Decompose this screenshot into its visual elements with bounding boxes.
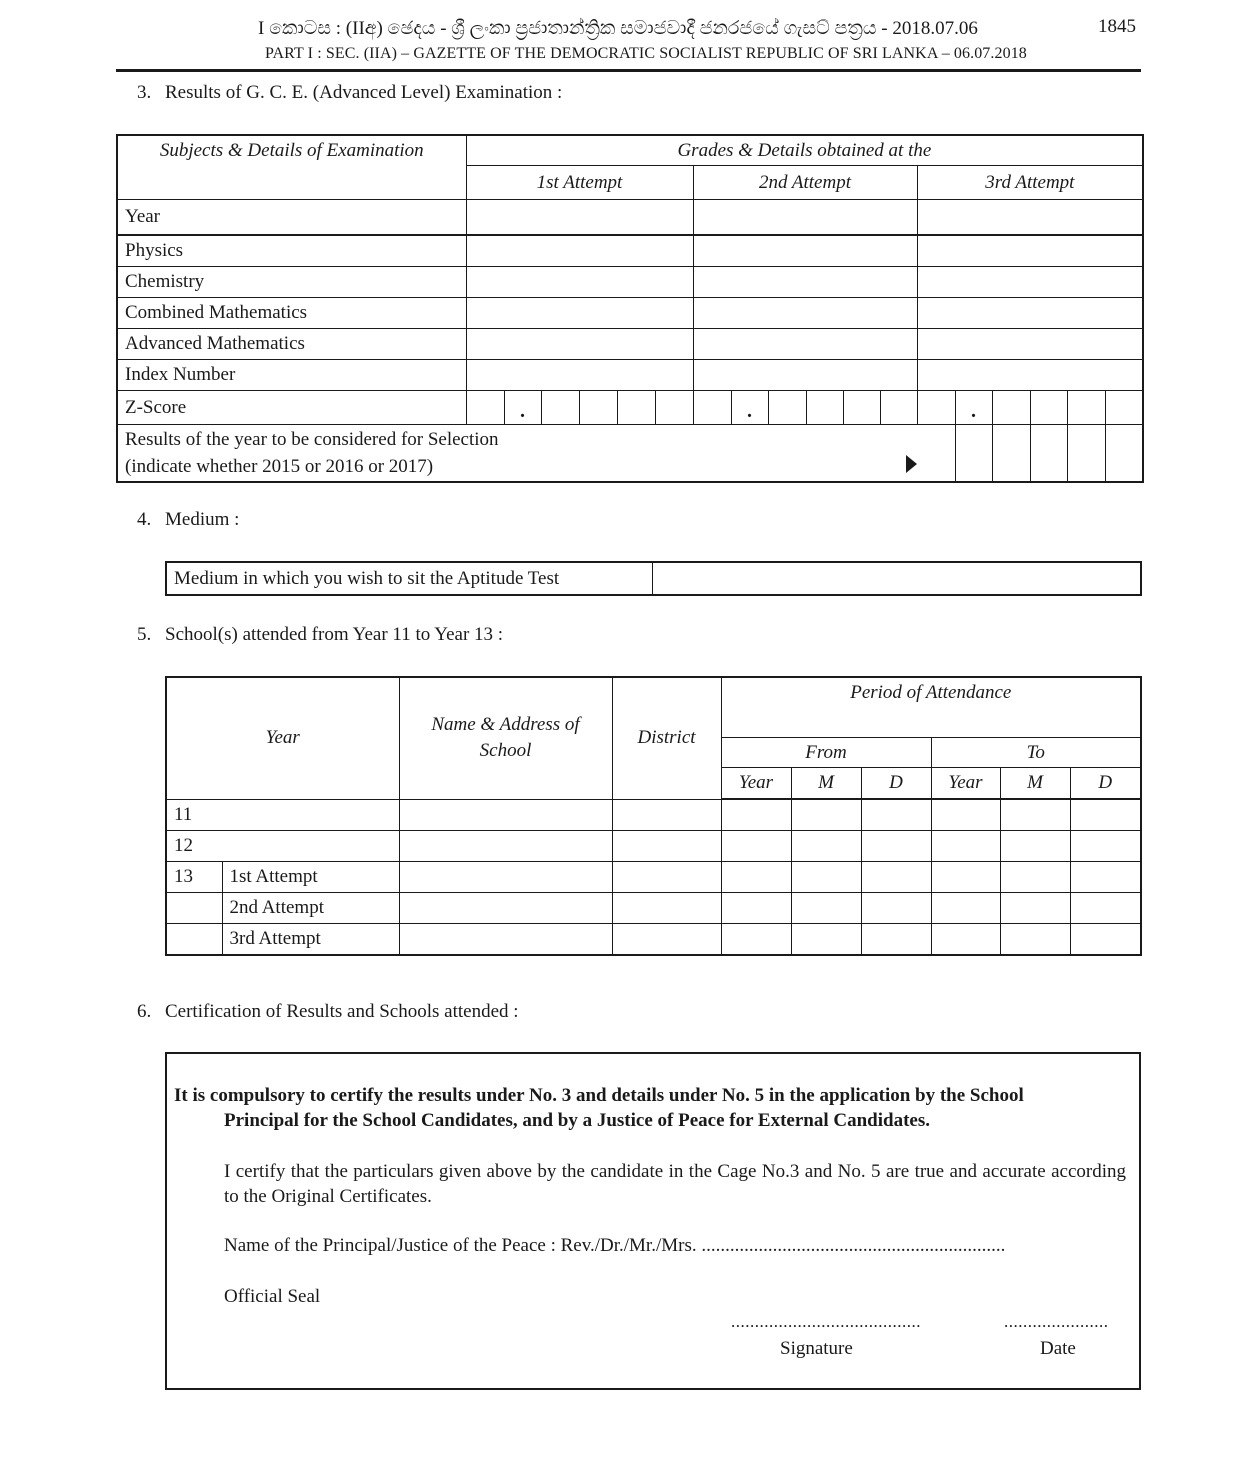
- year-attempt-3-field[interactable]: [917, 200, 1143, 236]
- district-column-header: District: [612, 677, 721, 799]
- physics-attempt-2-field[interactable]: [693, 235, 917, 267]
- from-year-field[interactable]: [721, 831, 791, 862]
- to-year-field[interactable]: [931, 862, 1000, 893]
- index-attempt-2-field[interactable]: [693, 360, 917, 391]
- to-day-field[interactable]: [1070, 799, 1141, 831]
- from-day-field[interactable]: [861, 862, 931, 893]
- index-attempt-3-field[interactable]: [917, 360, 1143, 391]
- section-6-title: Certification of Results and Schools attended :: [165, 1001, 519, 1022]
- zscore-1-box[interactable]: [617, 391, 655, 425]
- from-year-field[interactable]: [721, 862, 791, 893]
- to-year-field[interactable]: [931, 924, 1000, 956]
- from-year-header: Year: [721, 768, 791, 800]
- from-month-header: M: [791, 768, 861, 800]
- to-day-field[interactable]: [1070, 862, 1141, 893]
- row-year-label: [166, 893, 222, 924]
- certification-notice-line-2: Principal for the School Candidates, and by a Justice of Peace for External Candidates.: [224, 1110, 930, 1131]
- selection-line-1: Results of the year to be considered for Selection: [125, 429, 499, 450]
- school-field[interactable]: [399, 831, 612, 862]
- to-month-header: M: [1000, 768, 1070, 800]
- row-label-index-number: Index Number: [117, 360, 466, 391]
- certification-statement: I certify that the particulars given above by the candidate in the Cage No.3 and No. 5 are true and accurate according to the Original Certificates.: [224, 1161, 1126, 1207]
- row-attempt-label: 1st Attempt: [222, 862, 399, 893]
- grades-header: Grades & Details obtained at the: [466, 135, 1143, 166]
- to-month-field[interactable]: [1000, 831, 1070, 862]
- certification-notice: [174, 1083, 1129, 1133]
- to-month-field[interactable]: [1000, 893, 1070, 924]
- section-4-heading: [137, 509, 239, 531]
- from-year-field[interactable]: [721, 893, 791, 924]
- medium-label: Medium in which you wish to sit the Aptitude Test: [166, 562, 652, 595]
- from-month-field[interactable]: [791, 893, 861, 924]
- year-attempt-1-field[interactable]: [466, 200, 693, 236]
- to-day-header: D: [1070, 768, 1141, 800]
- zscore-3-box[interactable]: [992, 391, 1030, 425]
- row-label-year: Year: [117, 200, 466, 236]
- from-day-header: D: [861, 768, 931, 800]
- row-year-label: [166, 924, 222, 956]
- medium-field[interactable]: [652, 562, 1141, 595]
- section-4-title: Medium :: [165, 509, 240, 530]
- table-row: [166, 831, 1141, 862]
- signature-label: Signature: [780, 1338, 853, 1359]
- physics-attempt-1-field[interactable]: [466, 235, 693, 267]
- table-row: [166, 924, 1141, 956]
- index-attempt-1-field[interactable]: [466, 360, 693, 391]
- arrow-right-icon: [906, 455, 917, 473]
- zscore-3-box[interactable]: [1030, 391, 1067, 425]
- row-label-zscore: Z-Score: [117, 391, 466, 425]
- header-rule: [116, 69, 1141, 72]
- district-field[interactable]: [612, 924, 721, 956]
- selection-year-label: [117, 425, 955, 483]
- selection-year-box[interactable]: [992, 425, 1030, 483]
- school-column-header: [399, 677, 612, 799]
- section-6-number: 6.: [137, 1001, 152, 1022]
- to-year-field[interactable]: [931, 893, 1000, 924]
- to-month-field[interactable]: [1000, 924, 1070, 956]
- selection-year-box[interactable]: [1067, 425, 1105, 483]
- zscore-1-box[interactable]: [541, 391, 579, 425]
- district-field[interactable]: [612, 799, 721, 831]
- physics-attempt-3-field[interactable]: [917, 235, 1143, 267]
- school-header-line-2: School: [479, 740, 532, 762]
- from-month-field[interactable]: [791, 831, 861, 862]
- district-field[interactable]: [612, 893, 721, 924]
- row-label-advanced-mathematics: Advanced Mathematics: [117, 329, 466, 360]
- section-6-heading: [137, 1001, 519, 1023]
- section-3-number: 3.: [137, 82, 152, 103]
- al-results-table: [116, 134, 1144, 483]
- zscore-3-decimal-box[interactable]: .: [955, 391, 992, 425]
- section-5-title: School(s) attended from Year 11 to Year 13 :: [165, 624, 504, 645]
- from-month-field[interactable]: [791, 862, 861, 893]
- combined-maths-attempt-3-field[interactable]: [917, 298, 1143, 329]
- district-field[interactable]: [612, 862, 721, 893]
- year-attempt-2-field[interactable]: [693, 200, 917, 236]
- period-header: Period of Attendance: [721, 677, 1141, 738]
- gazette-header-english: PART I : SEC. (IIA) – GAZETTE OF THE DEMOCRATIC SOCIALIST REPUBLIC OF SRI LANKA – 06.07.2018: [265, 45, 1027, 62]
- row-year-label: 13: [166, 862, 222, 893]
- advanced-maths-attempt-1-field[interactable]: [466, 329, 693, 360]
- table-row: [166, 799, 1141, 831]
- to-month-field[interactable]: [1000, 799, 1070, 831]
- table-row: [166, 893, 1141, 924]
- section-5-number: 5.: [137, 624, 152, 645]
- medium-table: [165, 561, 1142, 596]
- row-label-physics: Physics: [117, 235, 466, 267]
- from-day-field[interactable]: [861, 893, 931, 924]
- to-day-field[interactable]: [1070, 831, 1141, 862]
- from-day-field[interactable]: [861, 831, 931, 862]
- row-label-chemistry: Chemistry: [117, 267, 466, 298]
- zscore-3-box[interactable]: [1105, 391, 1143, 425]
- section-3-heading: [137, 82, 562, 104]
- date-label: Date: [1040, 1338, 1076, 1359]
- selection-year-box[interactable]: [1030, 425, 1067, 483]
- row-label-combined-mathematics: Combined Mathematics: [117, 298, 466, 329]
- from-month-field[interactable]: [791, 924, 861, 956]
- selection-line-2: (indicate whether 2015 or 2016 or 2017): [125, 456, 434, 477]
- certifier-name-line: Name of the Principal/Justice of the Peace : Rev./Dr./Mr./Mrs. ................................................................: [224, 1235, 1006, 1256]
- zscore-3-box[interactable]: [917, 391, 955, 425]
- row-attempt-label: 3rd Attempt: [222, 924, 399, 956]
- subjects-header: Subjects & Details of Examination: [117, 135, 466, 200]
- attempt-1-header: 1st Attempt: [466, 166, 693, 200]
- page-number: 1845: [1098, 16, 1136, 37]
- advanced-maths-attempt-3-field[interactable]: [917, 329, 1143, 360]
- year-column-header: Year: [166, 677, 399, 799]
- to-day-field[interactable]: [1070, 924, 1141, 956]
- zscore-1-decimal-box[interactable]: .: [504, 391, 541, 425]
- school-field[interactable]: [399, 924, 612, 956]
- school-field[interactable]: [399, 862, 612, 893]
- gazette-header-sinhala: I කොටස : (IIඅ) ඡෙදය - ශ්‍රී ලංකා ප්‍රජාතාන්ත්‍රික සමාජවාදී ජනරජයේ ගැසට් පත්‍රය - 2018.07.06: [258, 18, 978, 39]
- date-field[interactable]: ......................: [1004, 1312, 1109, 1331]
- schools-attended-table: [165, 676, 1142, 956]
- combined-maths-attempt-2-field[interactable]: [693, 298, 917, 329]
- section-4-number: 4.: [137, 509, 152, 530]
- zscore-1-box[interactable]: [579, 391, 617, 425]
- school-field[interactable]: [399, 799, 612, 831]
- to-year-field[interactable]: [931, 799, 1000, 831]
- to-month-field[interactable]: [1000, 862, 1070, 893]
- school-header-line-1: Name & Address of: [431, 714, 580, 736]
- from-month-field[interactable]: [791, 799, 861, 831]
- from-year-field[interactable]: [721, 799, 791, 831]
- to-year-field[interactable]: [931, 831, 1000, 862]
- from-year-field[interactable]: [721, 924, 791, 956]
- chemistry-attempt-1-field[interactable]: [466, 267, 693, 298]
- district-field[interactable]: [612, 831, 721, 862]
- to-header: To: [931, 738, 1141, 768]
- zscore-2-box[interactable]: [693, 391, 731, 425]
- chemistry-attempt-3-field[interactable]: [917, 267, 1143, 298]
- section-5-heading: [137, 624, 503, 646]
- advanced-maths-attempt-2-field[interactable]: [693, 329, 917, 360]
- chemistry-attempt-2-field[interactable]: [693, 267, 917, 298]
- from-day-field[interactable]: [861, 924, 931, 956]
- from-header: From: [721, 738, 931, 768]
- zscore-2-box[interactable]: [768, 391, 806, 425]
- row-attempt-label: 2nd Attempt: [222, 893, 399, 924]
- certification-notice-line-1: It is compulsory to certify the results under No. 3 and details under No. 5 in the application by the School: [174, 1085, 1024, 1106]
- attempt-3-header: 3rd Attempt: [917, 166, 1143, 200]
- selection-year-box[interactable]: [955, 425, 992, 483]
- to-day-field[interactable]: [1070, 893, 1141, 924]
- zscore-1-box[interactable]: [466, 391, 504, 425]
- zscore-2-decimal-box[interactable]: .: [731, 391, 768, 425]
- from-day-field[interactable]: [861, 799, 931, 831]
- school-field[interactable]: [399, 893, 612, 924]
- zscore-2-box[interactable]: [880, 391, 917, 425]
- zscore-3-box[interactable]: [1067, 391, 1105, 425]
- section-3-title: Results of G. C. E. (Advanced Level) Examination :: [165, 82, 563, 103]
- selection-year-box[interactable]: [1105, 425, 1143, 483]
- to-year-header: Year: [931, 768, 1000, 800]
- zscore-1-box[interactable]: [655, 391, 693, 425]
- table-row: [166, 862, 1141, 893]
- signature-field[interactable]: ........................................: [731, 1312, 921, 1331]
- official-seal-label: Official Seal: [224, 1286, 321, 1307]
- zscore-2-box[interactable]: [843, 391, 880, 425]
- row-year-label: 12: [166, 831, 399, 862]
- attempt-2-header: 2nd Attempt: [693, 166, 917, 200]
- combined-maths-attempt-1-field[interactable]: [466, 298, 693, 329]
- row-year-label: 11: [166, 799, 399, 831]
- zscore-2-box[interactable]: [806, 391, 843, 425]
